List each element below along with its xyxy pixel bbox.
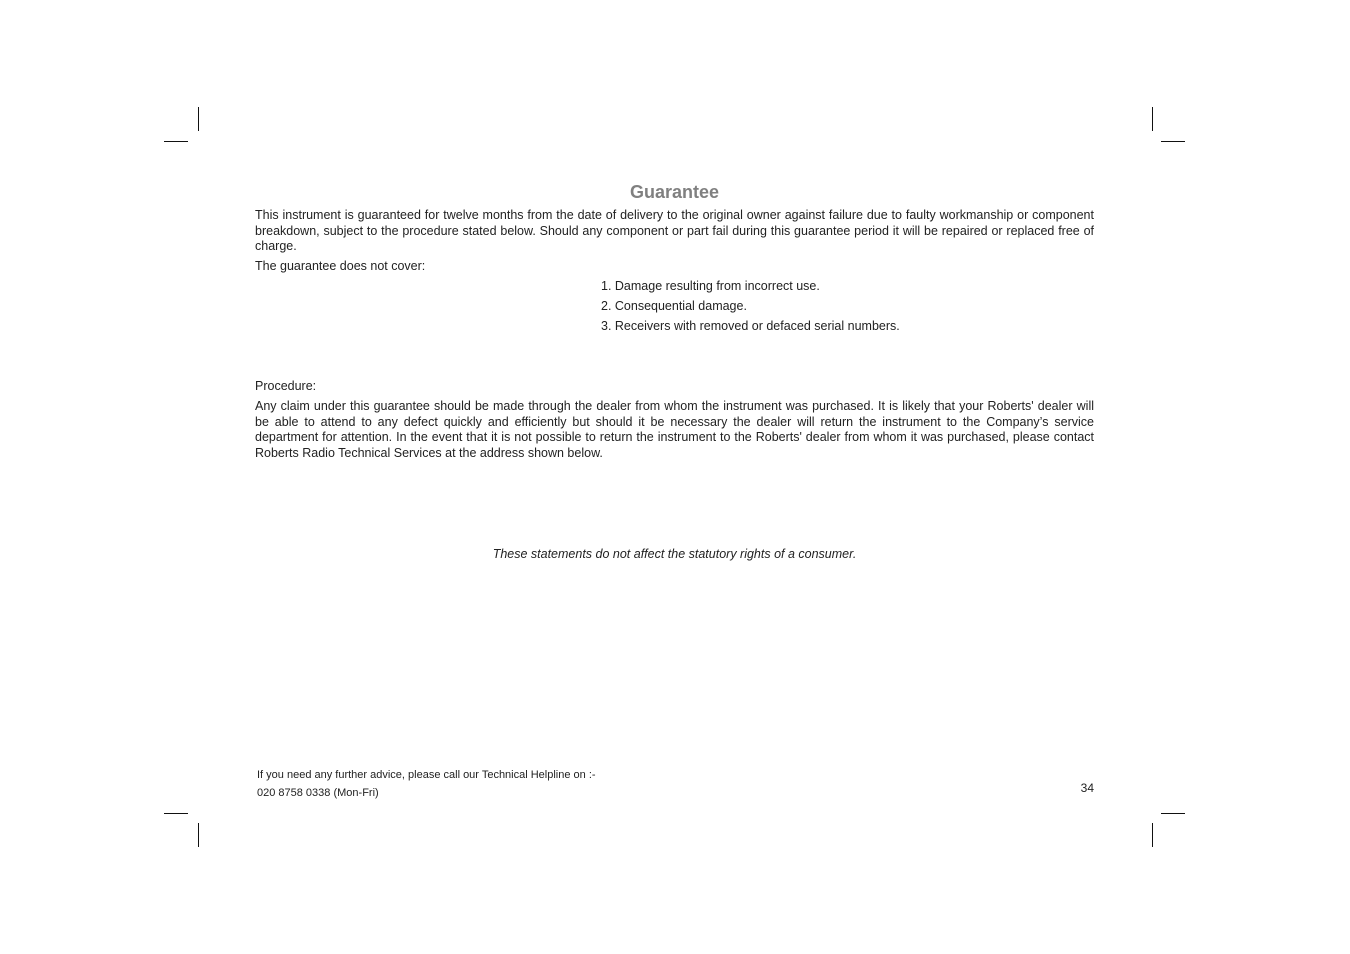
list-item: 2. Consequential damage.: [601, 299, 747, 313]
crop-mark-bottom-right-horizontal: [1161, 813, 1185, 814]
list-item: 1. Damage resulting from incorrect use.: [601, 279, 820, 293]
list-item: 3. Receivers with removed or defaced serial numbers.: [601, 319, 900, 333]
crop-mark-top-right-horizontal: [1161, 141, 1185, 142]
procedure-heading: Procedure:: [255, 379, 317, 393]
crop-mark-bottom-left-vertical: [198, 823, 199, 847]
crop-mark-bottom-left-horizontal: [164, 813, 188, 814]
not-covered-heading: The guarantee does not cover:: [255, 259, 426, 273]
crop-mark-top-left-vertical: [198, 107, 199, 131]
helpline-number: 020 8758 0338 (Mon-Fri): [257, 787, 379, 799]
page-title: Guarantee: [629, 182, 720, 202]
exclusions-list: [601, 279, 900, 339]
crop-mark-bottom-right-vertical: [1152, 823, 1153, 847]
helpline-text: If you need any further advice, please call our Technical Helpline on :-: [257, 769, 596, 781]
crop-mark-top-left-horizontal: [164, 141, 188, 142]
statutory-note: These statements do not affect the statutory rights of a consumer.: [492, 547, 857, 561]
procedure-paragraph: Any claim under this guarantee should be made through the dealer from whom the instrument was purchased. It is likely that your Roberts' dealer will be able to attend to any defect quickly and efficiently but should it be necessary the dealer will return the instrument to the Company’s service department for attention. In the event that it is not possible to return the instrument to the Roberts' dealer from whom it was purchased, please contact Roberts Radio Technical Services at the address shown below.: [255, 399, 1094, 460]
page-number: 34: [1080, 781, 1094, 795]
crop-mark-top-right-vertical: [1152, 107, 1153, 131]
intro-paragraph: This instrument is guaranteed for twelve months from the date of delivery to the original owner against failure due to faulty workmanship or component breakdown, subject to the procedure stated below. Should any component or part fail during this guarantee period it will be repaired or replaced free of charge.: [255, 208, 1094, 253]
